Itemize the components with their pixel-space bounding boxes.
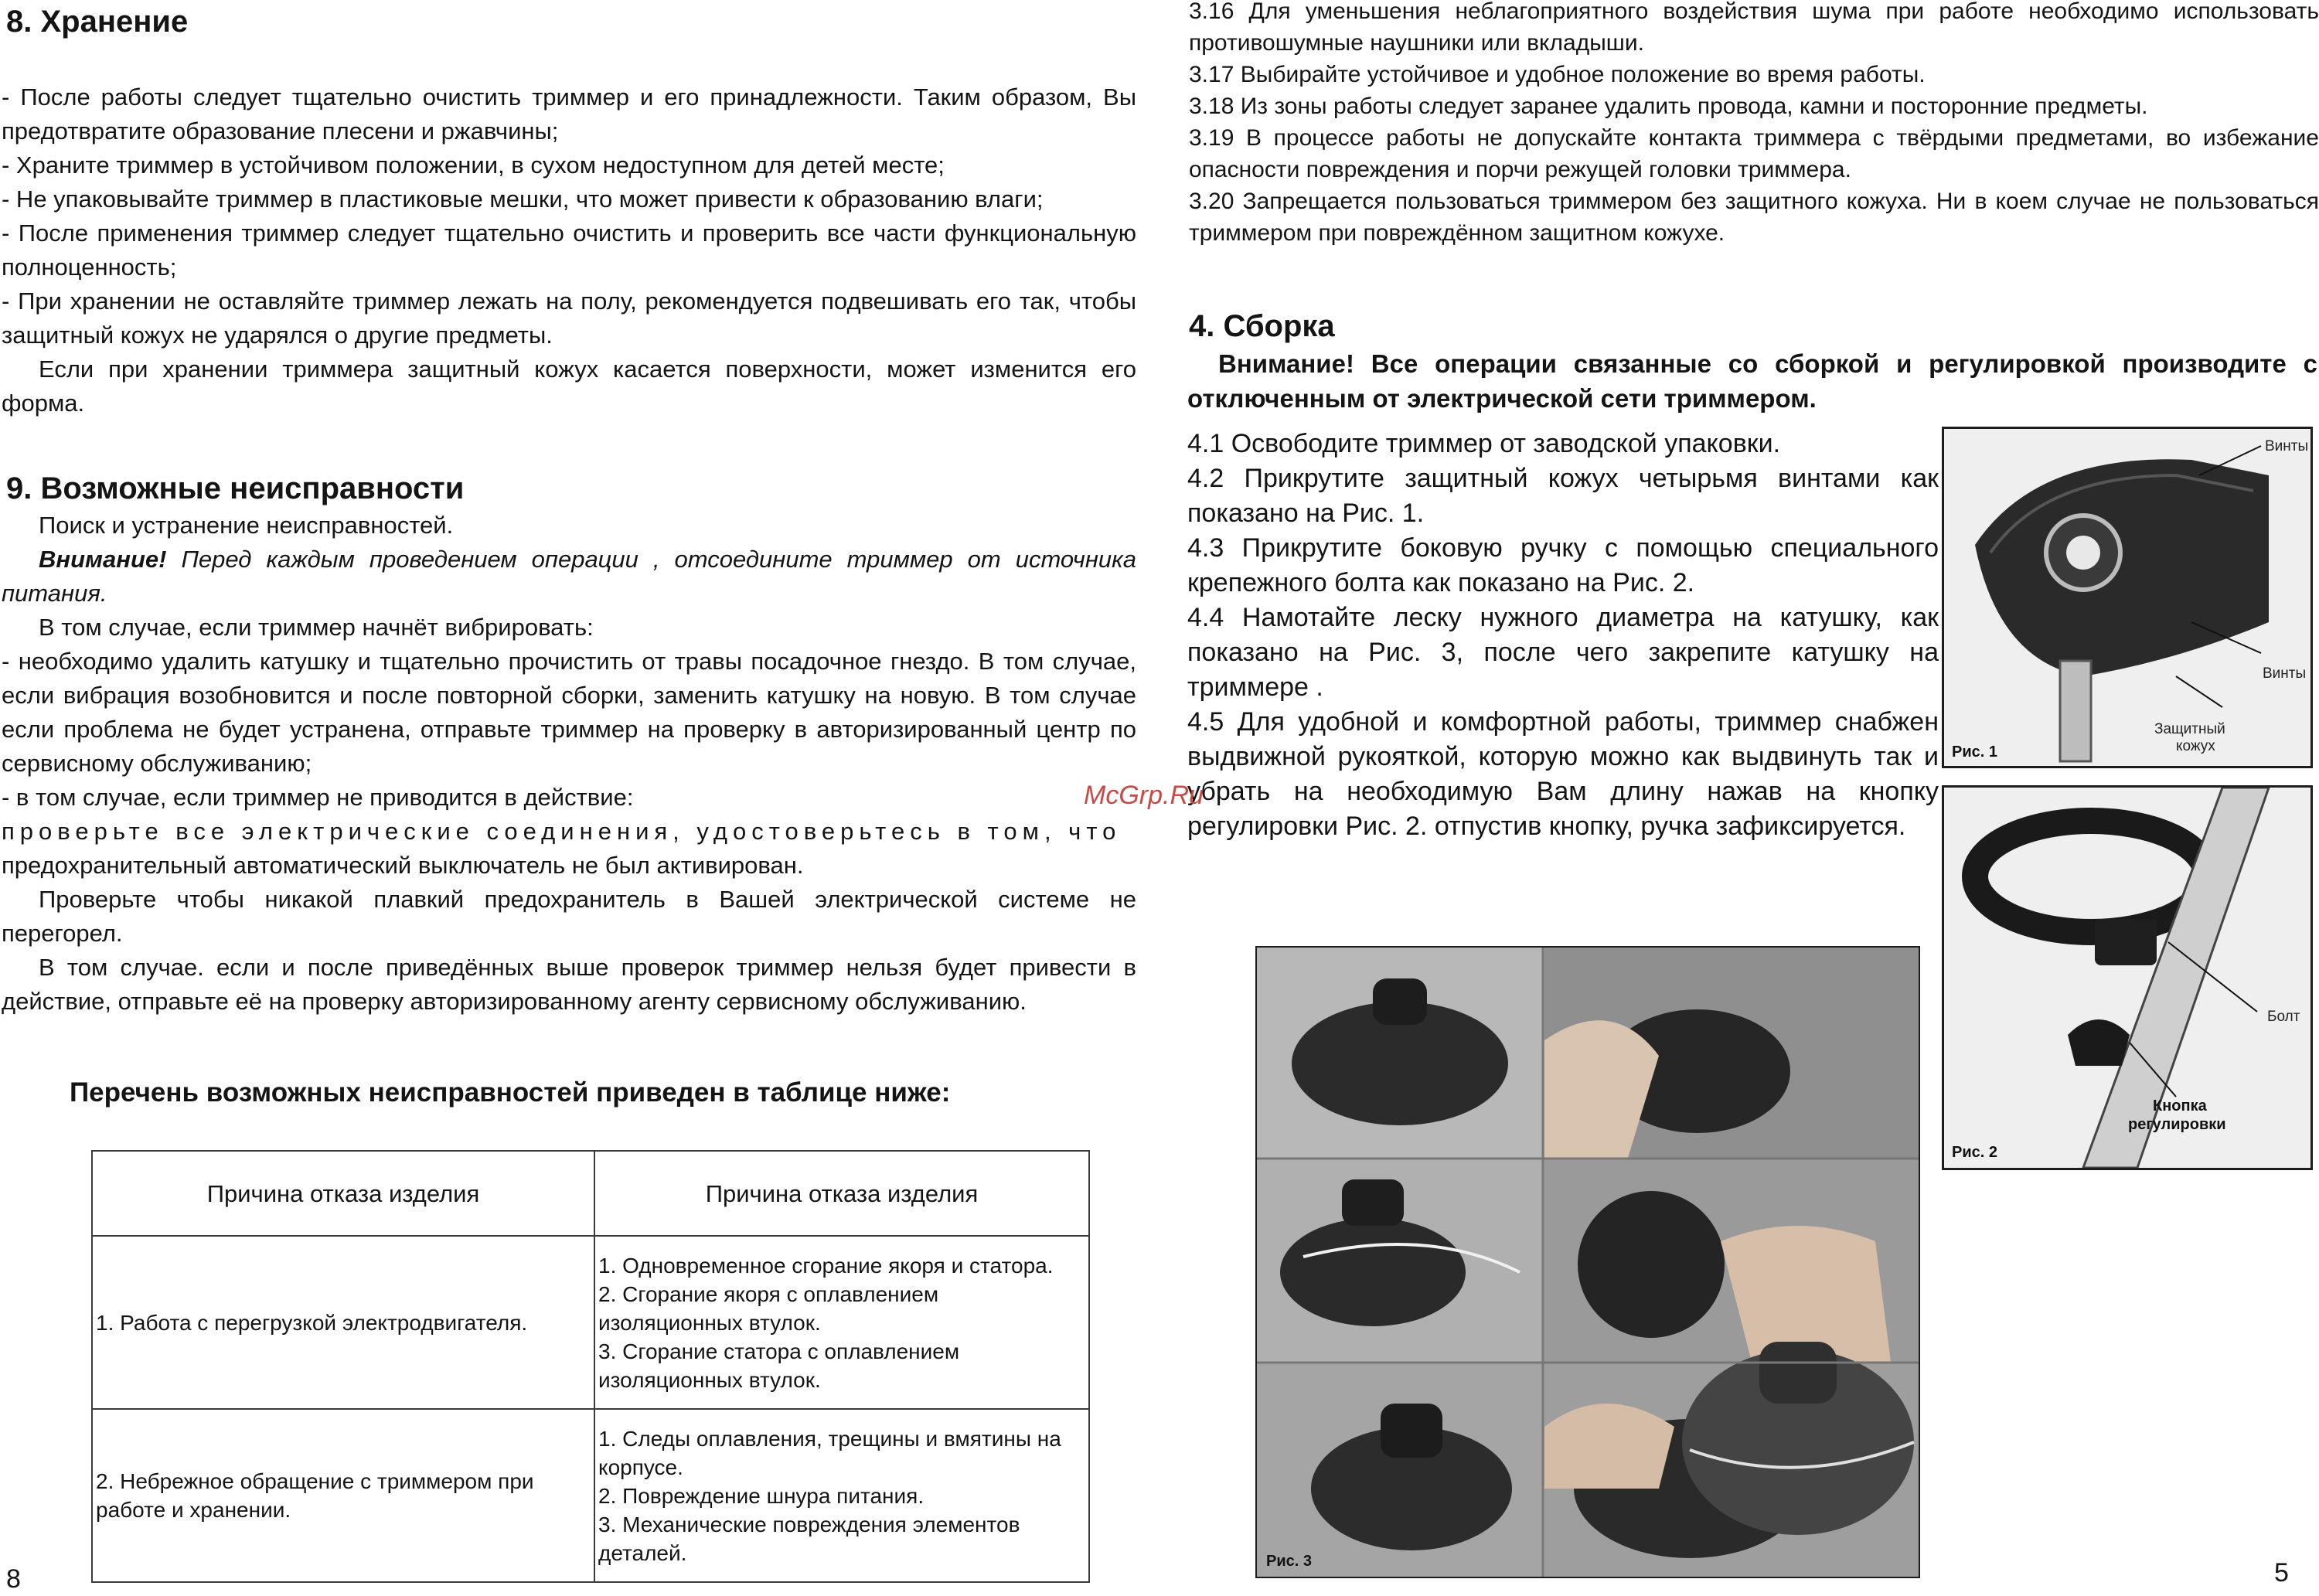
- table-cell-effects: [594, 1236, 1089, 1409]
- s8-p2: - Храните триммер в устойчивом положении, в сухом недоступном для детей месте;: [2, 151, 945, 179]
- effect-line: 2. Повреждение шнура питания.: [598, 1483, 925, 1508]
- safety-item: 3.18 Из зоны работы следует заранее удалить провода, камни и посторонние предметы.: [1189, 94, 2148, 119]
- assembly-step: 4.2 Прикрутите защитный кожух четырьмя винтами как показано на Рис. 1.: [1187, 464, 1939, 528]
- effect-line: 3. Механические повреждения элементов деталей.: [598, 1512, 1020, 1565]
- s9-warning-text: Перед каждым проведением операции , отсоедините триммер от источника питания.: [2, 546, 1136, 607]
- s8-p1: - После работы следует тщательно очистить триммер и его принадлежности. Таким образом, Вы предотвратите образование плесени и ржавчины;: [2, 83, 1136, 145]
- figure-2-illustration: [1944, 788, 2310, 1168]
- table-row: [92, 1409, 1089, 1582]
- safety-item: 3.17 Выбирайте устойчивое и удобное положение во время работы.: [1189, 62, 1926, 87]
- s9-warning-label: Внимание!: [39, 546, 167, 573]
- figure-3-illustration: [1257, 948, 1919, 1577]
- s9-p5b: предохранительный автоматический выключатель не был активирован.: [2, 852, 804, 879]
- figure-1: [1942, 427, 2313, 768]
- left-page: [0, 0, 1144, 1596]
- right-page: [1183, 0, 2319, 1596]
- table-cell-cause: 2. Небрежное обращение с триммером при работе и хранении.: [92, 1409, 594, 1582]
- fig3-label: Рис. 3: [1266, 1553, 1312, 1570]
- s9-p3: - необходимо удалить катушку и тщательно прочистить от травы посадочное гнездо. В том случае, если вибрация возобновится и после повторной сборки, заменить катушку на новую. В том случае если проблема не будет устранена, отправьте триммер на проверку в авторизированный центр по сервисному обслуживанию;: [2, 648, 1136, 777]
- s8-p4: - После применения триммер следует тщательно очистить и проверить все части функциональную полноценность;: [2, 219, 1136, 281]
- safety-item: 3.19 В процессе работы не допускайте контакта триммера с твёрдыми предметами, во избежание опасности повреждения и порчи режущей головки триммера.: [1189, 125, 2319, 182]
- figure-2: [1942, 785, 2313, 1170]
- safety-item: 3.20 Запрещается пользоваться триммером без защитного кожуха. Ни в коем случае не пользоваться триммером при повреждённом защитном кожухе.: [1189, 189, 2319, 246]
- section-4-title: 4. Сборка: [1189, 309, 1335, 343]
- table-header-effect: Причина отказа изделия: [594, 1151, 1089, 1236]
- assembly-step: 4.4 Намотайте леску нужного диаметра на катушку, как показано на Рис. 3, после чего закрепите катушку на триммере .: [1187, 603, 1939, 702]
- table-cell-effects: [594, 1409, 1089, 1582]
- fig2-button-line1: Кнопка: [2153, 1097, 2207, 1114]
- safety-item: 3.16 Для уменьшения неблагоприятного воздействия шума при работе необходимо использовать противошумные наушники или вкладыши.: [1189, 0, 2319, 56]
- fig2-label: Рис. 2: [1952, 1144, 1997, 1161]
- assembly-warning: Внимание! Все операции связанные со сборкой и регулировкой производите с отключенным от электрической сети триммером.: [1187, 349, 2317, 413]
- s9-p5a: проверьте все электрические соединения, удостоверьтесь в том, что: [2, 818, 1122, 845]
- s8-p5: - При хранении не оставляйте триммер лежать на полу, рекомендуется подвешивать его так, чтобы защитный кожух не ударялся о другие предметы.: [2, 288, 1136, 349]
- s9-p4: - в том случае, если триммер не приводится в действие:: [2, 784, 634, 811]
- figure-1-illustration: [1944, 429, 2310, 766]
- table-title: Перечень возможных неисправностей приведен в таблице ниже:: [70, 1077, 951, 1108]
- table-header-row: [92, 1151, 1089, 1236]
- safety-list: [1189, 0, 2319, 249]
- s9-p1: Поиск и устранение неисправностей.: [39, 512, 454, 539]
- figure-3: [1255, 946, 1920, 1578]
- fig2-bolt: Болт: [2267, 1009, 2300, 1025]
- s9-p7: В том случае. если и после приведённых выше проверок триммер нельзя будет привести в действие, отправьте её на проверку авторизированному агенту сервисному обслуживанию.: [2, 954, 1136, 1015]
- fig2-button-line2: регулировки: [2128, 1116, 2226, 1133]
- s9-p2: В том случае, если триммер начнёт вибрировать:: [39, 614, 594, 641]
- effect-line: 3. Сгорание статора с оплавлением изоляционных втулок.: [598, 1339, 960, 1392]
- s8-p6: Если при хранении триммера защитный кожух касается поверхности, может изменится его форма.: [2, 356, 1136, 417]
- table-row: [92, 1236, 1089, 1409]
- fig1-screws-bottom: Винты: [2263, 665, 2307, 682]
- fig1-label: Рис. 1: [1952, 744, 1997, 761]
- assembly-steps: [1187, 427, 1939, 844]
- fig1-guard-line1: Защитный: [2154, 721, 2225, 737]
- section-8-title: 8. Хранение: [6, 5, 189, 39]
- assembly-step: 4.3 Прикрутите боковую ручку с помощью специального крепежного болта как показано на Рис. 2.: [1187, 533, 1939, 597]
- table-header-cause: Причина отказа изделия: [92, 1151, 594, 1236]
- effect-line: 1. Следы оплавления, трещины и вмятины на корпусе.: [598, 1426, 1061, 1479]
- s9-warning: [2, 543, 1136, 611]
- section-9-body: [2, 509, 1136, 1019]
- page-number-right: 5: [2274, 1558, 2289, 1587]
- fig1-screws-top: Винты: [2265, 438, 2309, 454]
- assembly-step: 4.5 Для удобной и комфортной работы, триммер снабжен выдвижной рукояткой, которую можно как выдвинуть так и убрать на необходимую Вам длину нажав на кнопку регулировки Рис. 2. отпустив кнопку, ручка зафиксируется.: [1187, 707, 1939, 841]
- effect-line: 1. Одновременное сгорание якоря и статора.: [598, 1253, 1054, 1278]
- table-cell-cause: 1. Работа с перегрузкой электродвигателя.: [92, 1236, 594, 1409]
- fig1-guard-line2: кожух: [2176, 738, 2215, 754]
- effect-line: 2. Сгорание якоря с оплавлением изоляционных втулок.: [598, 1281, 939, 1335]
- faults-table: [91, 1150, 1090, 1583]
- assembly-step: 4.1 Освободите триммер от заводской упаковки.: [1187, 429, 1781, 458]
- section-9-title: 9. Возможные неисправности: [6, 471, 465, 505]
- section-8-body: [2, 80, 1136, 420]
- s9-p6: Проверьте чтобы никакой плавкий предохранитель в Вашей электрической системе не перегорел.: [2, 886, 1136, 947]
- s8-p3: - Не упаковывайте триммер в пластиковые мешки, что может привести к образованию влаги;: [2, 185, 1044, 213]
- page-number-left: 8: [6, 1564, 21, 1594]
- watermark: McGrp.Ru: [1084, 781, 1204, 810]
